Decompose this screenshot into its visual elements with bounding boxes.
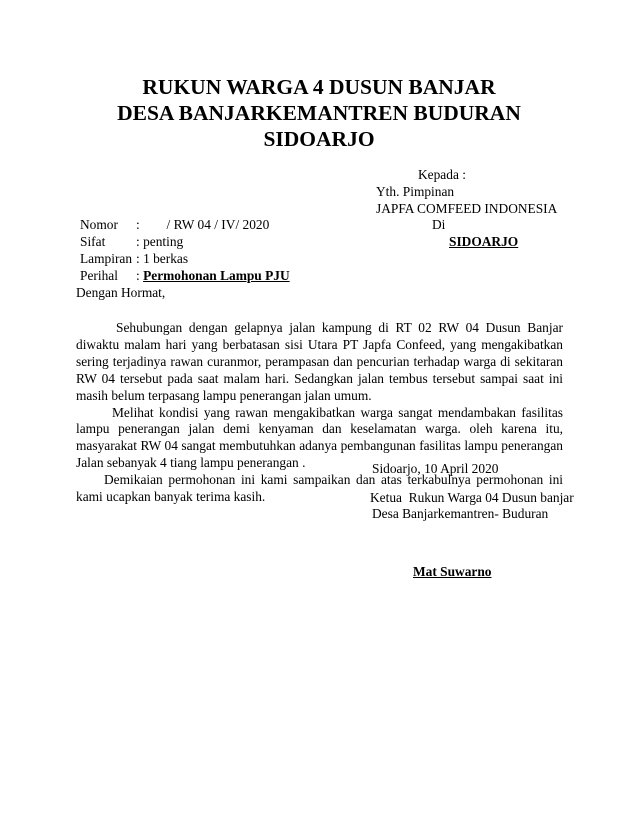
recipient-kepada: Kepada : bbox=[418, 167, 466, 182]
paragraph-1: Sehubungan dengan gelapnya jalan kampung di RT 02 RW 04 Dusun Banjar diwaktu malam hari yang berbatasan sisi Utara PT Japfa Confeed, yang mengakibatkan sering terjadinya rawan curanmor, perampasan dan pencurian terhadap warga di sekitaran RW 04 tersebut pada saat malam hari. Sedangkan jalan tembus tersebut sampai saat ini masih belum terpasang lampu penerangan jalan umum. bbox=[76, 320, 563, 403]
meta-sifat-value: : penting bbox=[136, 234, 184, 249]
recipient-company: JAPFA COMFEED INDONESIA bbox=[376, 201, 558, 216]
meta-perihal bbox=[80, 267, 290, 284]
recipient-yth: Yth. Pimpinan bbox=[376, 184, 455, 199]
meta-nomor bbox=[80, 216, 269, 233]
meta-sifat bbox=[80, 233, 183, 250]
meta-sifat-label: Sifat bbox=[80, 234, 106, 249]
paragraph-3: Demikaian permohonan ini kami sampaikan dan atas terkabulnya permohonan ini kami ucapkan banyak terima kasih. bbox=[76, 472, 563, 505]
meta-nomor-value: : / RW 04 / IV/ 2020 bbox=[136, 217, 270, 232]
meta-perihal-label: Perihal bbox=[80, 268, 118, 283]
letterhead-line-1: RUKUN WARGA 4 DUSUN BANJAR bbox=[142, 75, 496, 99]
meta-lampiran bbox=[80, 250, 188, 267]
meta-perihal-colon: : bbox=[136, 268, 144, 283]
letterhead bbox=[0, 74, 638, 152]
meta-lampiran-label: Lampiran bbox=[80, 251, 133, 266]
paragraph-2: Melihat kondisi yang rawan mengakibatkan warga sangat mendambakan fasilitas lampu penerangan jalan demi kenyaman dan keselamatan warga. oleh karena itu, masyarakat RW 04 sangat membutuhkan adanya pembangunan fasilitas lampu penerangan Jalan sebanyak 4 tiang lampu penerangan . bbox=[76, 404, 563, 471]
signature-place-date: Sidoarjo, 10 April 2020 bbox=[372, 461, 499, 476]
recipient-di: Di bbox=[432, 217, 446, 232]
letterhead-line-2: DESA BANJARKEMANTREN BUDURAN bbox=[117, 101, 521, 125]
meta-nomor-label: Nomor bbox=[80, 217, 118, 232]
meta-perihal-value: Permohonan Lampu PJU bbox=[143, 268, 290, 283]
signature-title-line-2: Desa Banjarkemantren- Buduran bbox=[372, 506, 549, 521]
signature-name: Mat Suwarno bbox=[413, 564, 492, 579]
recipient-city: SIDOARJO bbox=[449, 234, 519, 249]
letter-body bbox=[76, 320, 563, 506]
greeting: Dengan Hormat, bbox=[76, 285, 166, 300]
meta-lampiran-value: : 1 berkas bbox=[136, 251, 189, 266]
letterhead-line-3: SIDOARJO bbox=[263, 127, 375, 151]
signature-title-line-1: Ketua Rukun Warga 04 Dusun banjar bbox=[370, 490, 574, 505]
